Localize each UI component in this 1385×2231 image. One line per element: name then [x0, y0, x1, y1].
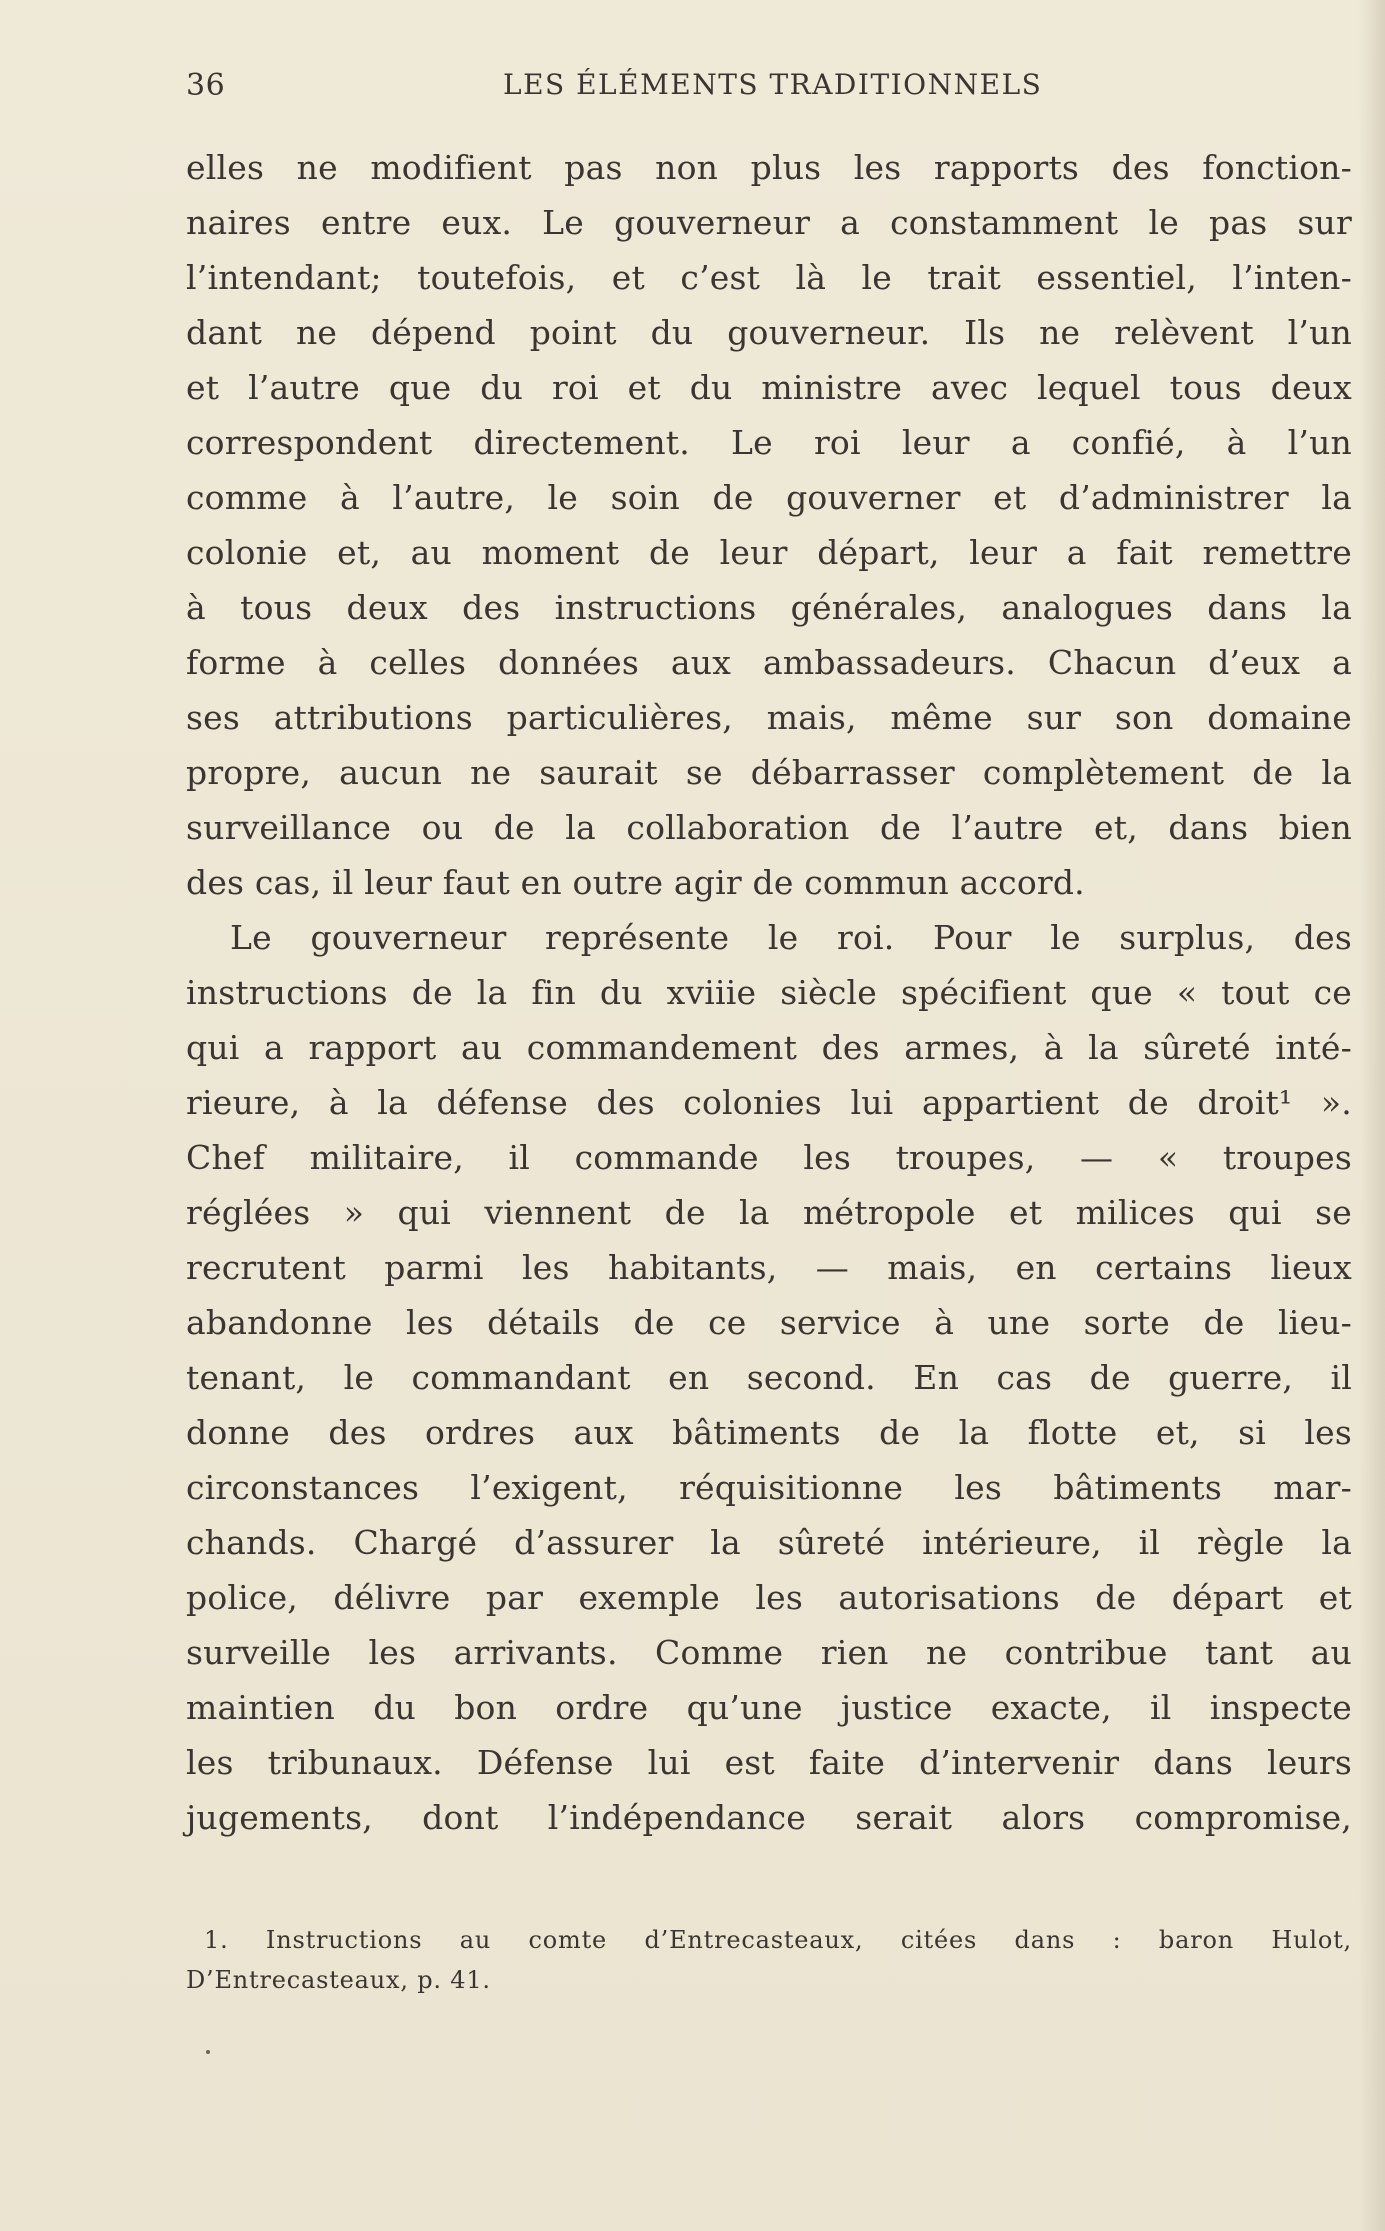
- text-line: et l’autre que du roi et du ministre avec lequel tous deux: [186, 368, 1352, 407]
- text-line: donne des ordres aux bâtiments de la flotte et, si les: [186, 1413, 1352, 1452]
- text-line: naires entre eux. Le gouverneur a constamment le pas sur: [186, 203, 1352, 242]
- text-line: Le gouverneur représente le roi. Pour le surplus, des: [230, 918, 1352, 957]
- text-line: qui a rapport au commandement des armes, à la sûreté inté-: [186, 1028, 1352, 1067]
- page-number: 36: [186, 68, 226, 103]
- text-line: ses attributions particulières, mais, même sur son domaine: [186, 698, 1352, 737]
- page-edge-shadow: [1359, 0, 1385, 2231]
- text-line: police, délivre par exemple les autorisations de départ et: [186, 1578, 1352, 1617]
- text-line: rieure, à la défense des colonies lui appartient de droit¹ ».: [186, 1083, 1352, 1122]
- text-line: l’intendant; toutefois, et c’est là le trait essentiel, l’inten-: [186, 258, 1352, 297]
- text-line: chands. Chargé d’assurer la sûreté intérieure, il règle la: [186, 1523, 1352, 1562]
- text-line: forme à celles données aux ambassadeurs. Chacun d’eux a: [186, 643, 1352, 682]
- text-line: comme à l’autre, le soin de gouverner et d’administrer la: [186, 478, 1352, 517]
- text-line: surveillance ou de la collaboration de l’autre et, dans bien: [186, 808, 1352, 847]
- text-line: Chef militaire, il commande les troupes, — « troupes: [186, 1138, 1352, 1177]
- text-line: recrutent parmi les habitants, — mais, en certains lieux: [186, 1248, 1352, 1287]
- text-line: des cas, il leur faut en outre agir de commun accord.: [186, 863, 1085, 902]
- text-line: réglées » qui viennent de la métropole et milices qui se: [186, 1193, 1352, 1232]
- text-line: propre, aucun ne saurait se débarrasser complètement de la: [186, 753, 1352, 792]
- running-title: LES ÉLÉMENTS TRADITIONNELS: [503, 68, 1043, 101]
- text-line: les tribunaux. Défense lui est faite d’intervenir dans leurs: [186, 1743, 1352, 1782]
- footnote-line: 1. Instructions au comte d’Entrecasteaux, citées dans : baron Hulot,: [204, 1926, 1352, 1954]
- text-line: surveille les arrivants. Comme rien ne contribue tant au: [186, 1633, 1352, 1672]
- text-line: tenant, le commandant en second. En cas de guerre, il: [186, 1358, 1352, 1397]
- text-line: elles ne modifient pas non plus les rapports des fonction-: [186, 148, 1352, 187]
- text-line: jugements, dont l’indépendance serait alors compromise,: [186, 1798, 1352, 1837]
- text-line: instructions de la fin du xviiie siècle spécifient que « tout ce: [186, 973, 1352, 1012]
- footnotes: [186, 1920, 1352, 2000]
- text-line: maintien du bon ordre qu’une justice exacte, il inspecte: [186, 1688, 1352, 1727]
- body-text: [186, 140, 1352, 1845]
- footnote-line: D’Entrecasteaux, p. 41.: [186, 1966, 491, 1994]
- ink-speck: [206, 2050, 210, 2054]
- text-line: circonstances l’exigent, réquisitionne les bâtiments mar-: [186, 1468, 1352, 1507]
- text-line: dant ne dépend point du gouverneur. Ils ne relèvent l’un: [186, 313, 1352, 352]
- page-header: [186, 68, 1353, 112]
- text-line: correspondent directement. Le roi leur a confié, à l’un: [186, 423, 1352, 462]
- text-line: à tous deux des instructions générales, analogues dans la: [186, 588, 1352, 627]
- text-line: colonie et, au moment de leur départ, leur a fait remettre: [186, 533, 1352, 572]
- text-line: abandonne les détails de ce service à une sorte de lieu-: [186, 1303, 1352, 1342]
